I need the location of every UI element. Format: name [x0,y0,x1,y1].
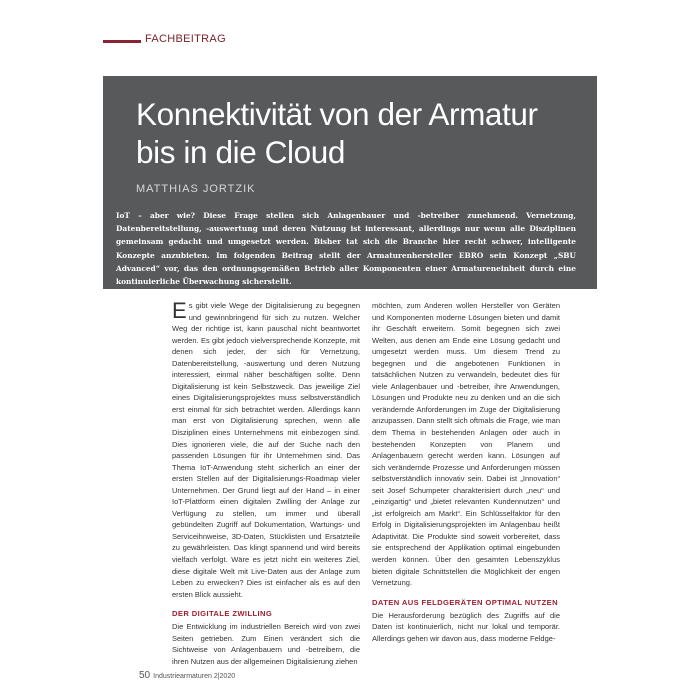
author-name: MATTHIAS JORTZIK [136,183,256,195]
lead-paragraph: IoT – aber wie? Diese Frage stellen sich Anlagenbauer und -betreiber zunehmend. Vernetzung, Datenbereitstellung, -auswertung und deren Nutzung ist interessant, allerdings nur wenn alle Disziplinen gemeinsam gedacht und umgesetzt werden. Bisher tat sich die Branche hier recht schwer, intelligente Konzepte anzubieten. Im folgenden Beitrag stellt der Armaturenhersteller EBRO sein Konzept „SBU Advanced“ vor, das den ordnungsgemäßen Betrieb aller Komponenten einer Armatureneinheit durch eine kontinuierliche Überwachung sicherstellt. [116,211,576,287]
category-accent-bar [103,40,141,43]
magazine-issue: Industriearmaturen 2|2020 [153,673,236,680]
body-paragraph [172,300,360,600]
title-banner [103,76,597,289]
paragraph-text: s gibt viele Wege der Digitalisierung zu begegnen und gewinnbringend für sich zu nutzen. Welcher Weg der richtige ist, kann pauschal nicht beantwortet werden. Es gibt jedoch vielversprechende Konzepte, mit denen sich jeder, der sich für Vernetzung, Datenbereitstellung, -auswertung und deren Nutzung interessiert, einmal näher beschäftigen sollte. Denn Digitalisierung ist kein Selbstzweck. Das jeweilige Ziel eines Digitalisierungsprojektes muss selbstverständlich erst einmal für sich betrachtet werden. Allerdings kann man erst von Digitalisierung sprechen, wenn alle Disziplinen eines Unternehmens mit einbezogen sind. Dies ignorieren viele, die auf der Suche nach den passenden Lösungen für ihr Unternehmen sind. Das Thema IoT-Anwendung steht sicherlich an einer der ersten Stellen auf der Digitalisierungs-Roadmap vieler Unternehmen. Der Grund liegt auf der Hand – in einer IoT-Plattform einen digitalen Zwilling der Anlage zur Verfügung zu stellen, um immer und überall gebündelten Zugriff auf Dokumentation, Wartungs- und Serviceihnweise, 3D-Daten, Stücklisten und Ersatzteile zu gewährleisten. Das klingt spannend und wird bereits vielfach verfolgt. Wäre es jetzt nicht ein weiteres Ziel, diese digitale Welt mit Live-Daten aus der Anlage zum Leben zu erwecken? Dies ist einfacher als es auf den ersten Blick aussieht. [172,301,360,599]
category-label: FACHBEITRAG [145,33,226,45]
body-column-left [172,300,360,667]
section-heading: DATEN AUS FELDGERÄTEN OPTIMAL NUTZEN [372,597,558,607]
body-paragraph: möchten, zum Anderen wollen Hersteller von Geräten und Komponenten moderne Lösungen bieten und damit ihr Geschäft erweitern. Somit begegnen sich zwei Welten, aus denen am Ende eine Lösung gedacht und umgesetzt werden muss. Um diesem Trend zu begegnen und die angebotenen Funktionen in tatsächlichen Nutzen zu verwandeln, bedeutet dies für viele Anlagenbauer und -betreiber, ihre Anwendungen, Lösungen und Produkte neu zu denken und an die sich verändernde Anforderungen im Zuge der Digitalisierung anzupassen. Dann stellt sich oftmals die Frage, wie man dem Thema in bestehenden Anlagen oder auch in bestehenden Konzepten von Planern und Anlagenbauern gerecht werden kann. Lösungen auf sich verändernde Prozesse und Anforderungen müssen selbstverständlich innovativ sein. Dabei ist „Innovation“ seit Josef Schumpeter charakterisiert durch „neu“ und „einzigartig“ und „bietet relevanten Kundennutzen“ und „ist erfolgreich am Markt“. Ein Schlüsselfaktor für den Erfolg in Digitalisierungsprojekten im Anlagenbau heißt Adaptivität. Die Produkte sind soweit vorbereitet, dass sie entsprechend der Applikation optimal eingebunden werden können. Über den gesamten Lebenszyklus bieten digitale Schnittstellen die Möglichkeit der engen Vernetzung. [372,301,560,588]
body-paragraph: Die Herausforderung bezüglich des Zugriffs auf die Daten ist kontinuierlich, nicht nur lokal und temporär. Allerdings gehen wir davon aus, dass moderne Feldge- [372,610,560,643]
body-paragraph: Die Entwicklung im industriellen Bereich wird von zwei Seiten getrieben. Zum Einen verändert sich die Sichtweise von Anlagenbauern und -betreibern, die ihren Nutzen aus der allgemeinen Digitalisierung ziehen [172,622,360,666]
page-number: 50 [139,670,151,681]
drop-cap: E [172,298,187,323]
section-heading: DER DIGITALE ZWILLING [172,609,273,619]
body-column-right [372,300,560,644]
page-footer [139,670,235,681]
article-title: Konnektivität von der Armatur bis in die Cloud [136,96,538,170]
